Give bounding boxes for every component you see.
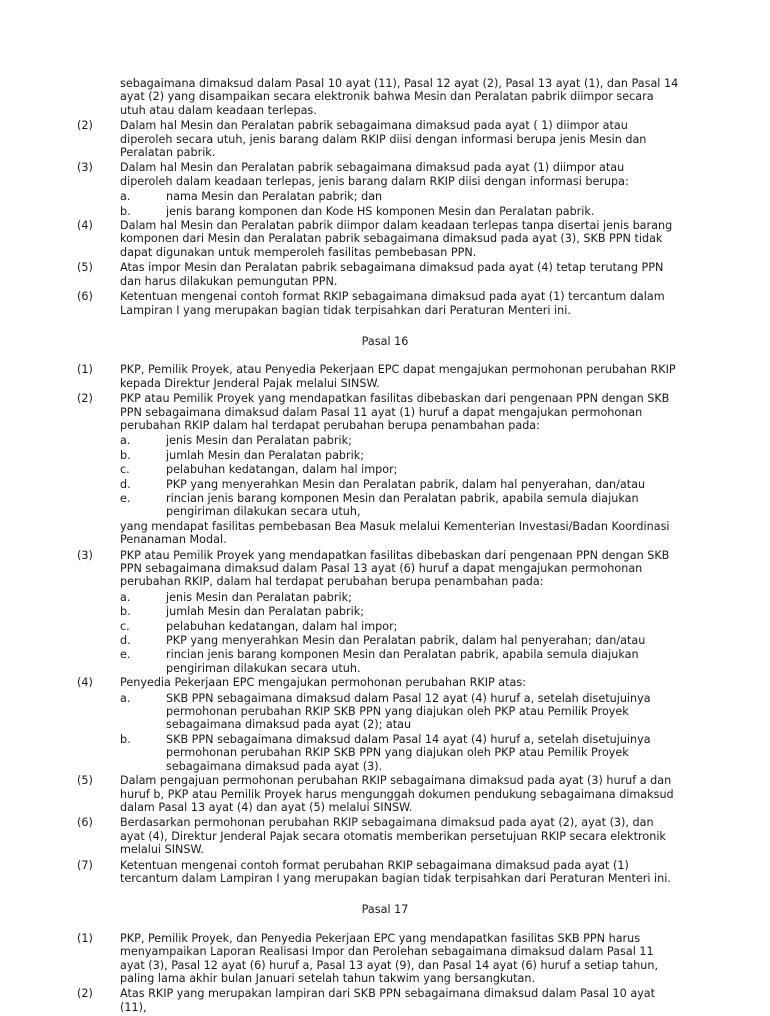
pasal-16-heading: Pasal 16 — [361, 334, 409, 348]
huruf-letter: c. — [120, 463, 130, 477]
huruf-text: SKB PPN sebagaimana dimaksud dalam Pasal 14 ayat (4) huruf a, setelah disetujuinya permohonan perubahan RKIP SKB PPN yang diajukan oleh PKP atau Pemilik Proyek sebagaimana dimaksud pada ayat (3). — [166, 732, 651, 773]
paragraph-continuation: yang mendapat fasilitas pembebasan Bea Masuk melalui Kementerian Investasi/Badan Koordinasi Penanaman Modal. — [120, 519, 670, 547]
ayat-text: Atas impor Mesin dan Peralatan pabrik sebagaimana dimaksud pada ayat (4) tetap terutang PPN dan harus dilakukan pemungutan PPN. — [120, 261, 664, 288]
ayat-number: (4) — [77, 676, 93, 690]
ayat-6 — [0, 290, 680, 317]
huruf-e — [0, 648, 680, 675]
huruf-text: jenis Mesin dan Peralatan pabrik; — [166, 590, 352, 604]
huruf-letter: a. — [120, 434, 131, 448]
huruf-text: rincian jenis barang komponen Mesin dan Peralatan pabrik, apabila semula diajukan pengiriman dilakukan secara utuh. — [166, 648, 639, 675]
huruf-text: jenis barang komponen dan Kode HS komponen Mesin dan Peralatan pabrik. — [166, 204, 595, 218]
huruf-c — [0, 463, 680, 476]
huruf-text: jumlah Mesin dan Peralatan pabrik; — [166, 448, 364, 462]
ayat-text: Dalam hal Mesin dan Peralatan pabrik sebagaimana dimaksud pada ayat ( 1) diimpor atau diperoleh secara utuh, jenis barang dalam RKIP diisi dengan informasi berupa jenis Mesin dan Peralatan pabrik. — [120, 119, 647, 160]
ayat-text: Dalam hal Mesin dan Peralatan pabrik sebagaimana dimaksud pada ayat (1) diimpor atau diperoleh dalam keadaan terlepas, jenis barang dalam RKIP diisi dengan informasi berupa: — [120, 161, 629, 188]
huruf-text: pelabuhan kedatangan, dalam hal impor; — [166, 463, 398, 477]
ayat-text: Penyedia Pekerjaan EPC mengajukan permohonan perubahan RKIP atas: — [120, 676, 526, 690]
ayat-number: (1) — [77, 931, 93, 945]
ayat-number: (5) — [77, 774, 93, 788]
ayat-4 — [0, 219, 680, 259]
huruf-letter: a. — [120, 691, 131, 705]
ayat-4 — [0, 676, 680, 689]
huruf-a — [0, 190, 680, 203]
huruf-text: pelabuhan kedatangan, dalam hal impor; — [166, 619, 398, 633]
huruf-a — [0, 692, 680, 732]
ayat-text: Ketentuan mengenai contoh format RKIP sebagaimana dimaksud pada ayat (1) tercantum dalam Lampiran I yang merupakan bagian tidak terpisahkan dari Peraturan Menteri ini. — [120, 290, 665, 317]
huruf-text: jenis Mesin dan Peralatan pabrik; — [166, 434, 352, 448]
huruf-letter: b. — [120, 448, 131, 462]
ayat-5 — [0, 261, 680, 288]
huruf-b — [0, 733, 680, 773]
huruf-letter: b. — [120, 204, 131, 218]
huruf-text: nama Mesin dan Peralatan pabrik; dan — [166, 190, 383, 204]
ayat-number: (2) — [77, 392, 93, 406]
ayat-number: (1) — [77, 363, 93, 377]
ayat-text: PKP, Pemilik Proyek, atau Penyedia Pekerjaan EPC dapat mengajukan permohonan perubahan RKIP kepada Direktur Jenderal Pajak melalui SINSW. — [120, 363, 676, 390]
pasal-17-heading: Pasal 17 — [361, 903, 409, 917]
huruf-a — [0, 591, 680, 604]
huruf-letter: b. — [120, 605, 131, 619]
huruf-letter: c. — [120, 619, 130, 633]
ayat-number: (5) — [77, 261, 93, 275]
huruf-b — [0, 449, 680, 462]
huruf-letter: a. — [120, 590, 131, 604]
huruf-letter: e. — [120, 491, 131, 505]
ayat-2 — [0, 119, 680, 159]
huruf-a — [0, 434, 680, 447]
ayat-number: (3) — [77, 548, 93, 562]
huruf-b — [0, 605, 680, 618]
ayat-text: PKP atau Pemilik Proyek yang mendapatkan fasilitas dibebaskan dari pengenaan PPN dengan SKB PPN sebagaimana dimaksud dalam Pasal 11 ayat (1) huruf a dapat mengajukan permohonan perubahan RKIP dalam hal terdapat perubahan berupa penambahan pada: — [120, 392, 670, 432]
huruf-letter: a. — [120, 190, 131, 204]
huruf-letter: d. — [120, 477, 131, 491]
ayat-number: (2) — [77, 119, 93, 133]
huruf-text: PKP yang menyerahkan Mesin dan Peralatan pabrik, dalam hal penyerahan; dan/atau — [166, 634, 646, 648]
huruf-text: SKB PPN sebagaimana dimaksud dalam Pasal 12 ayat (4) huruf a, setelah disetujuinya permohonan perubahan RKIP SKB PPN yang diajukan oleh PKP atau Pemilik Proyek sebagaimana dimaksud pada ayat (2); atau — [166, 691, 651, 732]
ayat-5 — [0, 774, 680, 814]
huruf-d — [0, 478, 680, 491]
ayat-text: Berdasarkan permohonan perubahan RKIP sebagaimana dimaksud pada ayat (2), ayat (3), dan ayat (4), Direktur Jenderal Pajak secara otomatis memberikan persetujuan RKIP secara elektronik melalui SINSW. — [120, 816, 666, 857]
huruf-letter: d. — [120, 634, 131, 648]
huruf-text: jumlah Mesin dan Peralatan pabrik; — [166, 605, 364, 619]
ayat-text: Dalam hal Mesin dan Peralatan pabrik diimpor dalam keadaan terlepas tanpa disertai jenis barang komponen dari Mesin dan Peralatan pabrik sebagaimana dimaksud pada ayat (3), SKB PPN tidak dapat digunakan untuk memperoleh fasilitas pembebasan PPN. — [120, 219, 673, 259]
ayat-2 — [0, 392, 680, 432]
ayat-text: Ketentuan mengenai contoh format perubahan RKIP sebagaimana dimaksud pada ayat (1) tercantum dalam Lampiran I yang merupakan bagian tidak terpisahkan dari Peraturan Menteri ini. — [120, 858, 671, 885]
paragraph-continuation: sebagaimana dimaksud dalam Pasal 10 ayat (11), Pasal 12 ayat (2), Pasal 13 ayat (1), dan Pasal 14 ayat (2) yang disampaikan secara elektronik bahwa Mesin dan Peralatan pabrik diimpor secara utuh atau dalam keadaan terlepas. — [120, 77, 679, 117]
ayat-number: (6) — [77, 816, 93, 830]
ayat-6 — [0, 816, 680, 856]
ayat-number: (3) — [77, 161, 93, 175]
ayat-text: PKP atau Pemilik Proyek yang mendapatkan fasilitas dibebaskan dari pengenaan PPN dengan SKB PPN sebagaimana dimaksud dalam Pasal 13 ayat (6) huruf a dapat mengajukan permohonan perubahan RKIP, dalam hal terdapat perubahan berupa penambahan pada: — [120, 548, 670, 589]
huruf-e — [0, 492, 680, 519]
huruf-c — [0, 620, 680, 633]
ayat-text: PKP, Pemilik Proyek, dan Penyedia Pekerjaan EPC yang mendapatkan fasilitas SKB PPN harus menyampaikan Laporan Realisasi Impor dan Perolehan sebagaimana dimaksud dalam Pasal 11 ayat (3), Pasal 12 ayat (6) huruf a, Pasal 13 ayat (9), dan Pasal 14 ayat (6) huruf a setiap tahun, paling lama akhir bulan Januari setelah tahun takwim yang bersangkutan. — [120, 931, 659, 985]
ayat-2 — [0, 987, 680, 1014]
ayat-number: (2) — [77, 987, 93, 1001]
ayat-3 — [0, 161, 680, 188]
ayat-7 — [0, 859, 680, 886]
huruf-text: PKP yang menyerahkan Mesin dan Peralatan pabrik, dalam hal penyerahan, dan/atau — [166, 477, 646, 491]
huruf-text: rincian jenis barang komponen Mesin dan Peralatan pabrik, apabila semula diajukan pengiriman dilakukan secara utuh, — [166, 491, 639, 519]
ayat-text: Atas RKIP yang merupakan lampiran dari SKB PPN sebagaimana dimaksud dalam Pasal 10 ayat (11), — [120, 987, 656, 1014]
document-page — [0, 77, 770, 1016]
huruf-b — [0, 205, 680, 218]
huruf-d — [0, 634, 680, 647]
huruf-letter: e. — [120, 648, 131, 662]
ayat-1 — [0, 363, 680, 390]
ayat-number: (7) — [77, 858, 93, 872]
ayat-number: (4) — [77, 219, 93, 233]
huruf-letter: b. — [120, 732, 131, 746]
ayat-3 — [0, 549, 680, 589]
ayat-text: Dalam pengajuan permohonan perubahan RKIP sebagaimana dimaksud pada ayat (3) huruf a dan huruf b, PKP atau Pemilik Proyek harus mengunggah dokumen pendukung sebagaimana dimaksud dalam Pasal 13 ayat (4) dan ayat (5) melalui SINSW. — [120, 774, 674, 814]
ayat-1 — [0, 932, 680, 986]
ayat-number: (6) — [77, 290, 93, 304]
